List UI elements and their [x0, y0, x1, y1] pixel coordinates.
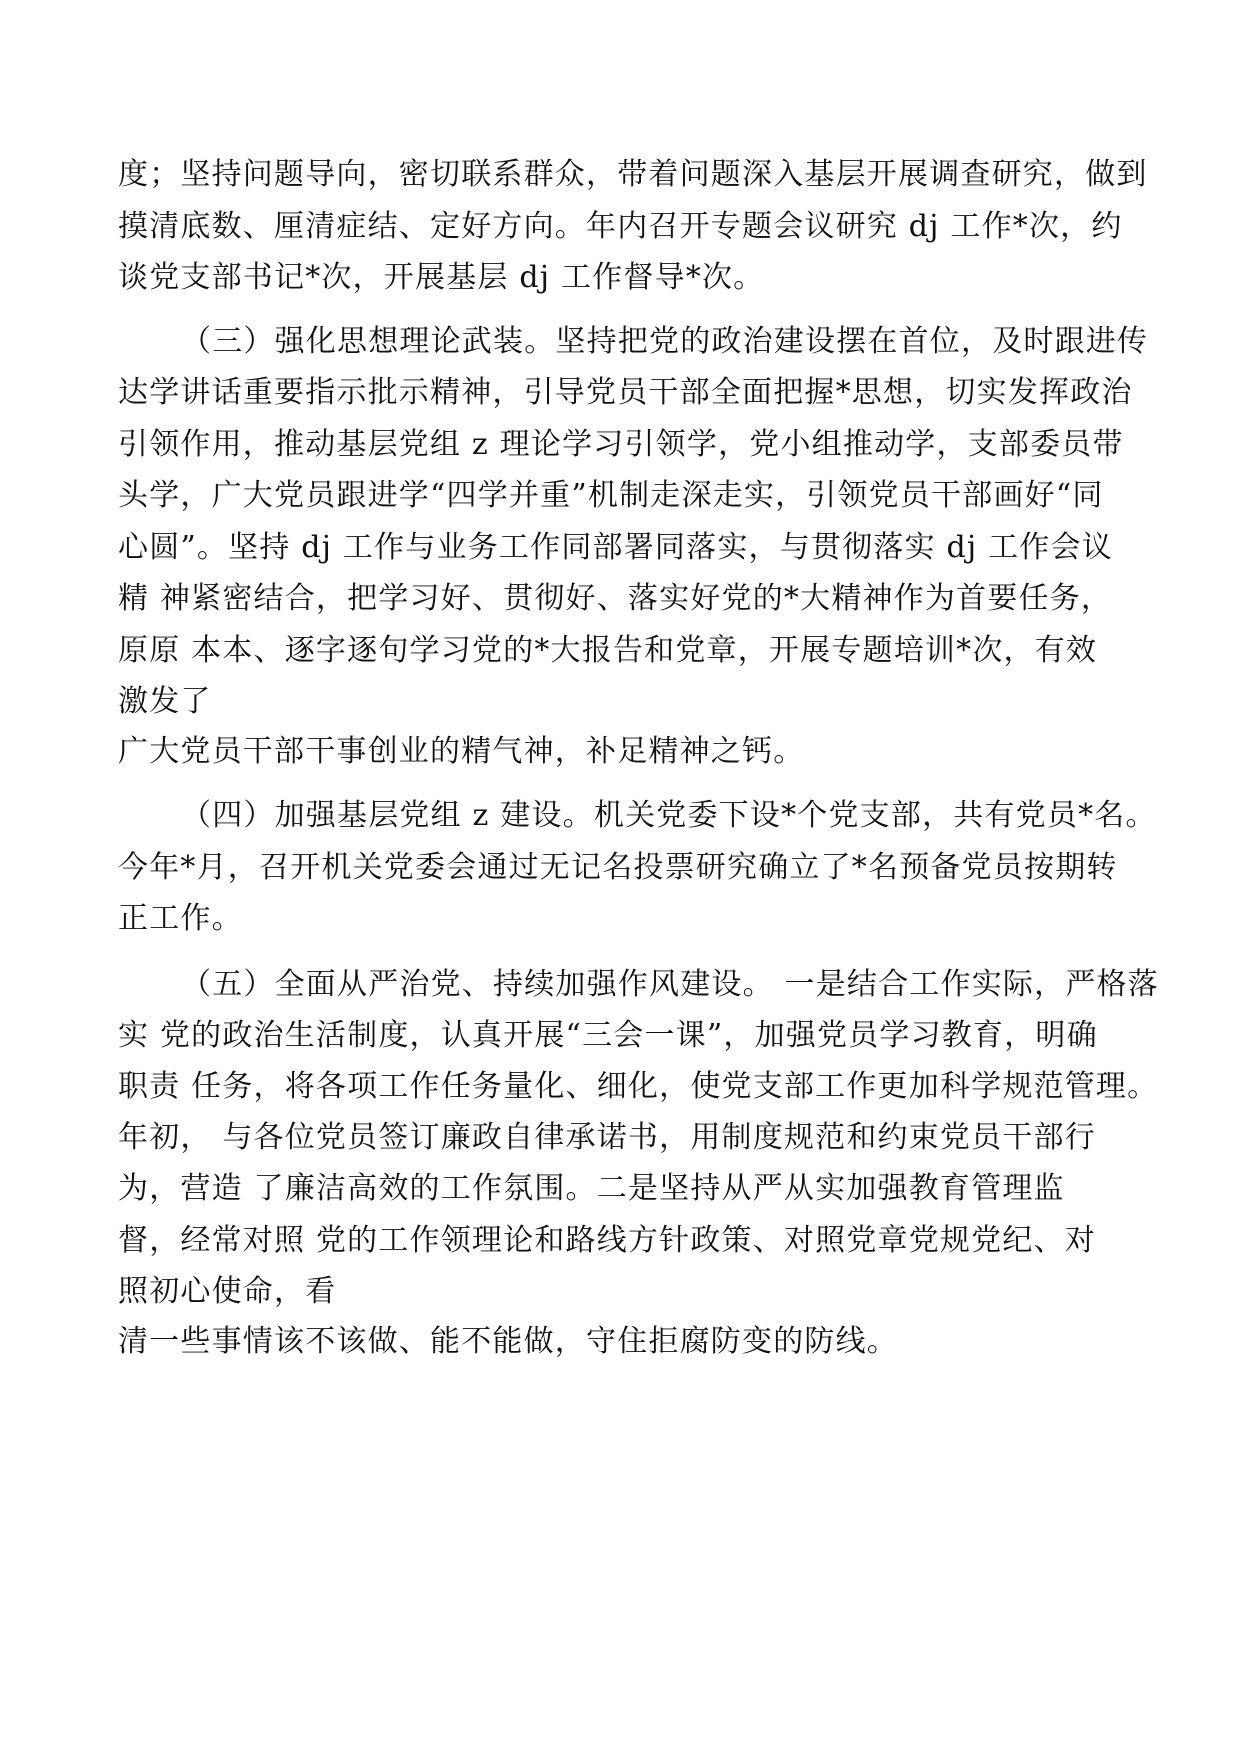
- text-line-2: 摸清底数、厘清症结、定好方向。年内召开专题会议研究 dj 工作*次，约: [118, 209, 1123, 244]
- text-line-1: 度；坚持问题导向，密切联系群众，带着问题深入基层开展调查研究，做到: [118, 157, 1148, 192]
- text-line-10: 原原 本本、逐字逐句学习党的*大报告和党章，开展专题培训*次，有效: [118, 633, 1098, 668]
- text-line-7: 头学，广大党员跟进学“四学并重”机制走深走实，引领党员干部画好“同: [118, 478, 1104, 513]
- text-line-12: 广大党员干部干事创业的精气神，补足精神之钙。: [118, 734, 805, 769]
- text-line-5: 达学讲话重要指示批示精神，引导党员干部全面把握*思想，切实发挥政治: [118, 375, 1133, 410]
- section-3-heading-line: （三）强化思想理论武装。坚持把党的政治建设摆在首位，及时跟进传: [181, 324, 1149, 359]
- text-line-8: 心圆”。坚持 dj 工作与业务工作同部署同落实，与贯彻落实 dj 工作会议: [118, 530, 1113, 565]
- text-line-6: 引领作用，推动基层党组 z 理论学习引领学，党小组推动学，支部委员带: [118, 427, 1124, 462]
- text-line-22: 照初心使命，看: [118, 1274, 337, 1309]
- text-line-20: 为，营造 了廉洁高效的工作氛围。二是坚持从严从实加强教育管理监: [118, 1171, 1065, 1206]
- text-line-3: 谈党支部书记*次，开展基层 dj 工作督导*次。: [118, 260, 765, 295]
- text-line-14: 今年*月，召开机关党委会通过无记名投票研究确立了*名预备党员按期转: [118, 850, 1118, 885]
- text-line-9: 精 神紧密结合，把学习好、贯彻好、落实好党的*大精神作为首要任务，: [118, 581, 1113, 616]
- text-line-19: 年初， 与各位党员签订廉政自律承诺书，用制度规范和约束党员干部行: [118, 1120, 1096, 1155]
- section-4-heading-line: （四）加强基层党组 z 建设。机关党委下设*个党支部，共有党员*名。: [181, 798, 1157, 833]
- text-line-15: 正工作。: [118, 901, 243, 936]
- text-line-11: 激发了: [118, 684, 212, 719]
- section-5-heading-line: （五）全面从严治党、持续加强作风建设。 一是结合工作实际，严格落: [181, 967, 1159, 1002]
- text-line-21: 督，经常对照 党的工作领理论和路线方针政策、对照党章党规党纪、对: [118, 1223, 1096, 1258]
- text-line-17: 实 党的政治生活制度，认真开展“三会一课”，加强党员学习教育，明确: [118, 1018, 1098, 1053]
- text-line-23: 清一些事情该不该做、能不能做，守住拒腐防变的防线。: [118, 1324, 898, 1359]
- text-line-18: 职责 任务，将各项工作任务量化、细化，使党支部工作更加科学规范管理。: [118, 1069, 1159, 1104]
